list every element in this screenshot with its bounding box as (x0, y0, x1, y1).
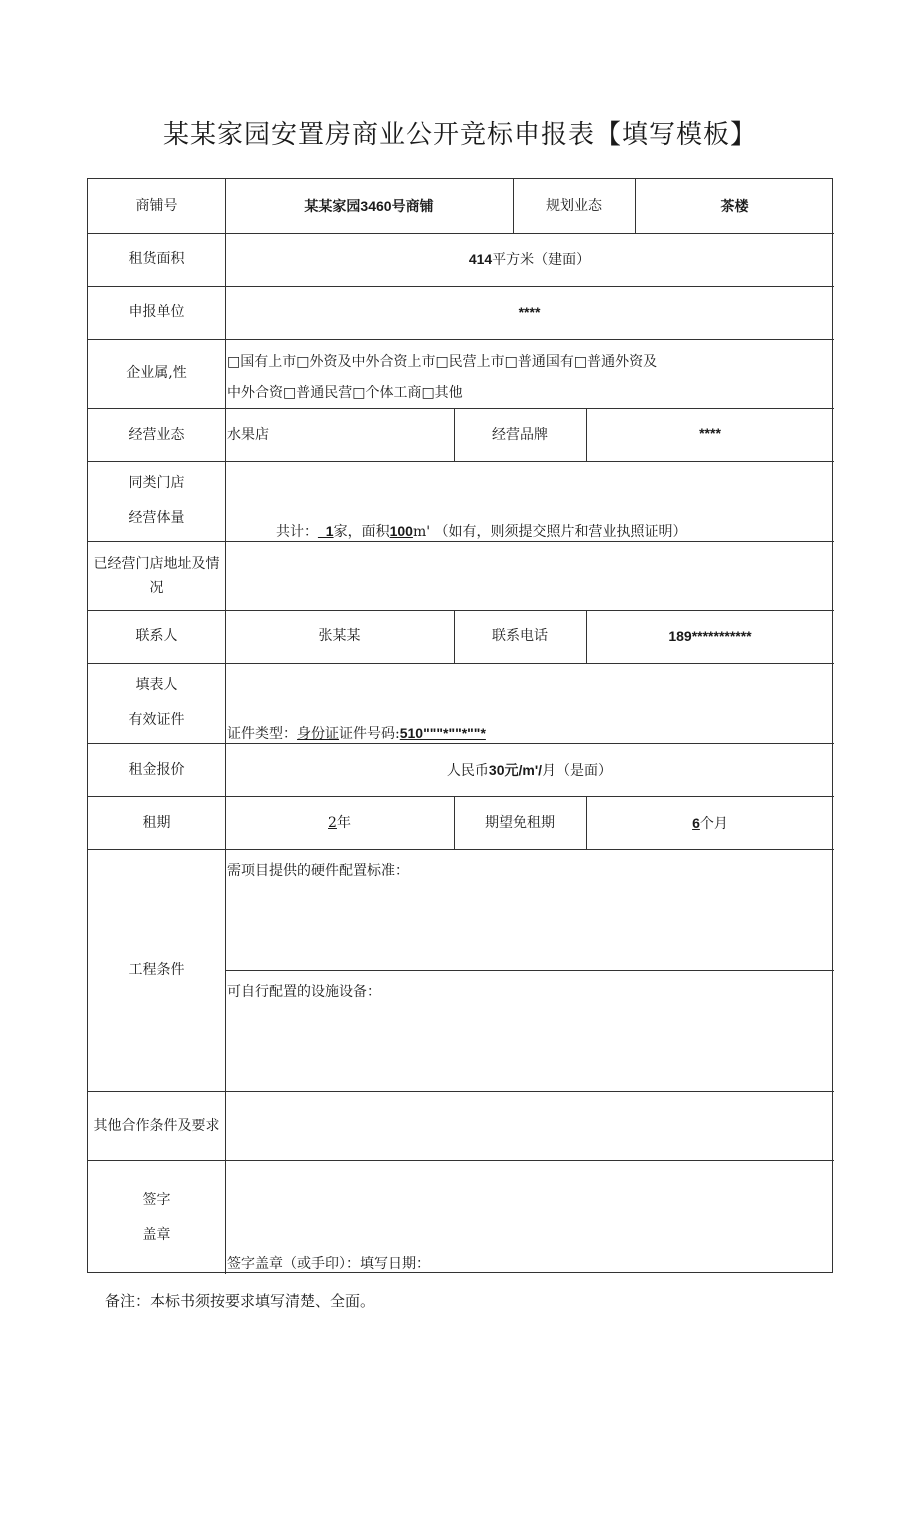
rent-quote-value[interactable] (225, 759, 834, 782)
seal-label: 盖章 (142, 1227, 171, 1243)
contact-phone-value[interactable]: 189*********** (668, 628, 752, 644)
brand-value[interactable]: **** (699, 425, 721, 441)
store-count-mid: 家，面积 (333, 524, 390, 540)
enterprise-nature-label: 企业属,性 (126, 365, 187, 381)
shop-number-label: 商铺号 (135, 198, 178, 214)
contact-phone-label: 联系电话 (492, 628, 548, 644)
lease-term-label: 租期 (142, 815, 171, 831)
store-address-label (88, 553, 225, 599)
applicant-unit-value[interactable]: **** (518, 304, 541, 320)
store-address-label-line-1: 已经营门店地址及情 (93, 556, 220, 572)
signature-label: 签字 (142, 1192, 171, 1208)
rent-quote-label: 租金报价 (128, 762, 185, 778)
valid-id-label: 有效证件 (128, 712, 185, 728)
other-conditions-label: 其他合作条件及要求 (93, 1118, 220, 1134)
form-title: 某某家园安置房商业公开竞标申报表【填写模板】 (162, 120, 757, 150)
lease-term-unit: 年 (336, 815, 351, 831)
rental-area-label: 租货面积 (128, 251, 185, 267)
rent-suffix: 月（是面） (542, 763, 613, 779)
footnote: 备注：本标书须按要求填写清楚、全面。 (105, 1292, 376, 1310)
lease-term-value[interactable] (225, 812, 454, 834)
application-form-table (87, 178, 833, 1273)
rent-unit: 元/m'/ (504, 762, 543, 778)
rental-area-value[interactable] (225, 248, 834, 271)
brand-label: 经营品牌 (492, 427, 548, 443)
store-count-prefix: 共计： (276, 524, 318, 540)
lease-term-years: 2 (328, 815, 337, 831)
contact-person-value[interactable]: 张某某 (318, 628, 361, 644)
store-count-line[interactable] (276, 520, 831, 543)
shop-number-value[interactable]: 某某家园3460号商铺 (304, 198, 434, 214)
id-type-prefix: 证件类型： (227, 726, 297, 742)
store-count: _1 (318, 523, 334, 539)
store-area: 100 (389, 523, 413, 539)
rent-free-label: 期望免租期 (485, 815, 555, 831)
id-document-line[interactable] (227, 722, 827, 745)
enterprise-nature-line-2: 中外合资□普通民营□个体工商□其他 (227, 385, 463, 401)
rent-prefix: 人民币 (446, 763, 489, 779)
self-configured-equipment-field[interactable]: 可自行配置的设施设备： (227, 984, 381, 1000)
contact-person-label: 联系人 (135, 628, 178, 644)
hardware-standard-field[interactable]: 需项目提供的硬件配置标准： (227, 863, 409, 879)
planned-business-label: 规划业态 (546, 198, 602, 214)
enterprise-nature-line-1: □国有上市□外资及中外合资上市□民营上市□普通国有□普通外资及 (227, 354, 658, 370)
store-address-field[interactable] (227, 554, 827, 594)
rent-free-value[interactable] (586, 812, 834, 835)
id-type-value: 身份证 (297, 726, 339, 742)
business-type-value[interactable]: 水果店 (227, 427, 269, 443)
business-type-label: 经营业态 (128, 427, 185, 443)
id-number-value: 510"""*""*""* (399, 725, 486, 741)
rental-area-unit: 平方米（建面） (492, 252, 591, 268)
similar-stores-label: 同类门店 (128, 475, 185, 491)
rent-free-months: 6 (692, 815, 700, 831)
other-conditions-field[interactable] (227, 1104, 827, 1148)
signature-date-line[interactable]: 签字盖章（或手印）：填写日期： (227, 1256, 430, 1272)
id-number-prefix: 证件号码: (339, 726, 400, 742)
rental-area-number: 414 (468, 251, 493, 267)
business-volume-label: 经营体量 (128, 510, 185, 526)
rent-amount: 30 (488, 762, 505, 778)
planned-business-value[interactable]: 茶楼 (720, 198, 749, 214)
rent-free-unit: 个月 (699, 816, 728, 832)
applicant-unit-label: 申报单位 (128, 304, 185, 320)
enterprise-nature-options[interactable] (227, 351, 827, 404)
store-address-label-line-2: 况 (149, 580, 164, 596)
form-filler-label: 填表人 (135, 677, 178, 693)
engineering-conditions-label: 工程条件 (128, 962, 185, 978)
store-count-suffix: m' （如有，则须提交照片和营业执照证明） (412, 524, 687, 540)
